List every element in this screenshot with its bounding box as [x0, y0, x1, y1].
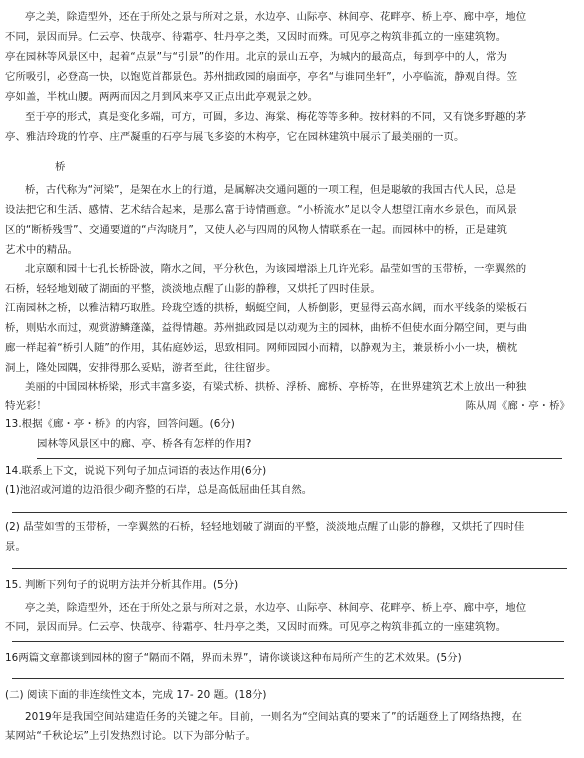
question-15-quote: 不同，景因而异。仁云亭、快哉亭、待霜亭、牡丹亭之类，又因时而殊。可见亭之构筑非孤立的一座建筑物。 [5, 621, 507, 633]
passage-line: 设法把它和生活、感情、艺术结合起来，是那么富于诗情画意。“小桥流水”足以令人想望江南水乡景色，而风景 [5, 204, 518, 216]
passage-line: 石桥，轻轻地划破了湖面的平整，淡淡地点醒了山影的静穆，又烘托了四时佳景。 [5, 283, 381, 295]
question-13-prompt: 园林等风景区中的廊、亭、桥各有怎样的作用? [37, 438, 252, 450]
question-13: 13.根据《廊・亭・桥》的内容，回答问题。(6分) [5, 418, 235, 430]
passage-line: 亭之美，除造型外，还在于所处之景与所对之景，水边亭、山际亭、林间亭、花畔亭、桥上亭、廊中亭，地位 [25, 11, 527, 23]
answer-line [12, 512, 567, 513]
passage-line: 艺术中的精品。 [5, 244, 79, 256]
passage-line: 不同，景因而异。仁云亭、快哉亭、待霜亭、牡丹亭之类，又因时而殊。可见亭之构筑非孤立的一座建筑物。 [5, 31, 507, 43]
question-15: 15. 判断下列句子的说明方法并分析其作用。(5分) [5, 579, 239, 591]
section-2-intro: 2019年是我国空间站建造任务的关键之年。目前，一则名为“空间站真的要来了”的话题登上了网络热搜，在 [25, 711, 522, 723]
passage-line: 它所吸引，必登高一快，以饱览首都景色。苏州拙政园的扇面亭，亭名“与谁同坐轩”，小亭临流，静观自得。笠 [5, 71, 518, 83]
passage-line: 亭、雅洁玲珑的竹亭、庄严凝重的石亭与展飞多姿的木构亭，它在园林建筑中展示了最美丽的一页。 [5, 131, 465, 143]
passage-line: 廊一样起着“桥引人随”的作用，其佑庭妙运，思致相同。网师园园小而精，以静观为主，兼景桥小小一块，横枕 [5, 342, 518, 354]
question-14: 14.联系上下文，说说下列句子加点词语的表达作用(6分) [5, 465, 267, 477]
passage-line: 亭如盖，半枕山腰。两两而因之月到风来亭又正点出此亭观景之妙。 [5, 91, 319, 103]
section-2-title: (二) 阅读下面的非连续性文本，完成 17- 20 题。(18分) [5, 689, 267, 701]
question-14-item-1: (1)池沼或河道的边沿很少砌齐整的石岸，总是高低屈曲任其自然。 [5, 484, 313, 496]
passage-line: 洞上，隆处园隅，安排得那么妥贴，游者至此，往往留步。 [5, 362, 277, 374]
passage-line: 区的“断桥残雪”、交通要道的“卢沟晓月”，又使人必与四周的风物人情联系在一起。而园林中的桥，正是建筑 [5, 224, 507, 236]
passage-line: 桥，则贴水而过，观赏游鳞蓬藻，益得情趣。苏州拙政园是以动观为主的园林，曲桥不但使水面分隔空间，更与曲 [5, 322, 528, 334]
question-14-item-2: (2) 晶莹如雪的玉带桥，一孪翼然的石桥，轻轻地划破了湖面的平整，淡淡地点醒了山影的静穆，又烘托了四时佳 [5, 521, 525, 533]
answer-line [12, 678, 564, 679]
passage-line: 至于亭的形式，真是变化多端，可方，可圆，多边、海棠、梅花等等多种。按材料的不同，又有饶多野趣的茅 [25, 111, 527, 123]
passage-line: 桥，古代称为“河梁”，是架在水上的行道，是属解决交通问题的一项工程，但是聪敏的我国古代人民，总是 [25, 184, 517, 196]
answer-line [12, 641, 564, 642]
answer-line [37, 458, 562, 459]
question-16: 16两篇文章都谈到园林的窗子“隔而不隔，界而未界”，请你谈谈这种布局所产生的艺术效果。(5分) [5, 652, 462, 664]
section-heading-bridge: 桥 [55, 161, 66, 173]
passage-line: 美丽的中国园林桥梁，形式丰富多姿，有梁式桥、拱桥、浮桥、廊桥、亭桥等，在世界建筑艺术上放出一种独 [25, 381, 527, 393]
passage-line: 亭在园林等风景区中，起着“点景”与“引景”的作用。北京的景山五亭，为城内的最高点，每到亭中的人，常为 [5, 51, 507, 63]
passage-source: 陈从周《廊・亭・桥》 [465, 400, 570, 412]
passage-line: 江南园林之桥，以雅洁精巧取胜。玲珑空透的拱桥，蜗蜓空间，人桥倒影，更显得云高水阔，而水平线条的梁板石 [5, 302, 528, 314]
section-2-intro: 某网站“千秋论坛”上引发热烈讨论。以下为部分帖子。 [5, 730, 256, 742]
passage-line: 特光彩！ [5, 400, 47, 412]
question-14-item-2-cont: 景。 [5, 541, 26, 553]
passage-line: 北京颐和园十七孔长桥卧波，隋水之间，平分秋色，为该园增添上几许光彩。晶莹如雪的玉带桥，一孪翼然的 [25, 263, 527, 275]
question-15-quote: 亭之美，除造型外，还在于所处之景与所对之景，水边亭、山际亭、林间亭、花畔亭、桥上亭、廊中亭，地位 [25, 602, 527, 614]
answer-line [12, 568, 567, 569]
